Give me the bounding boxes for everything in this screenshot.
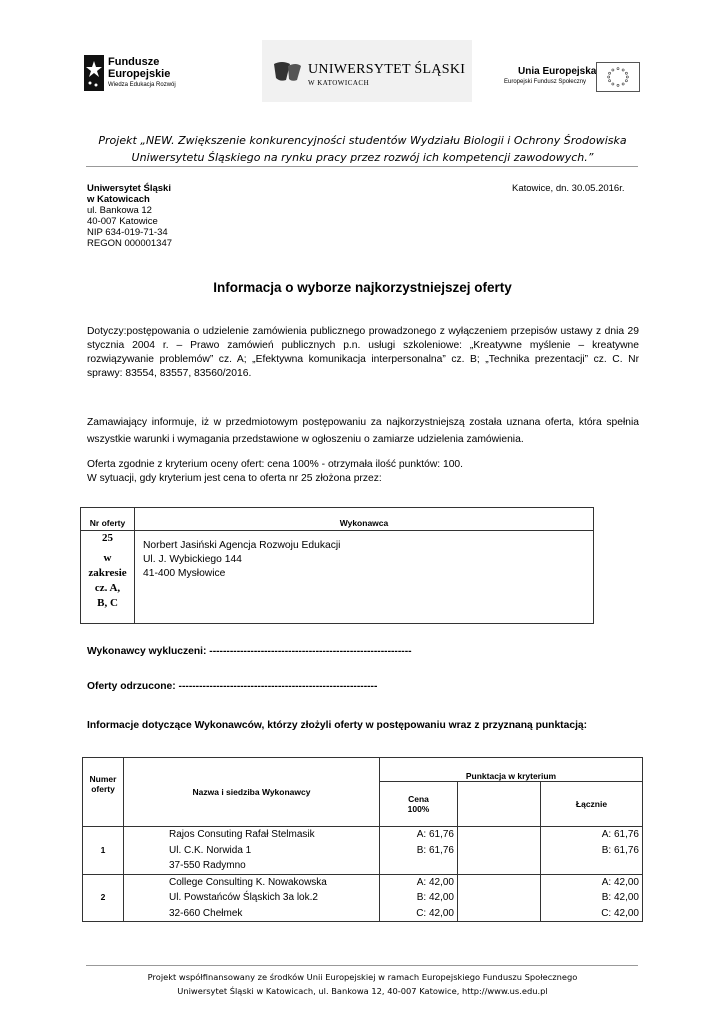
project-title (90, 132, 635, 166)
offers-col-nr-line1: Numer (89, 774, 117, 784)
nr-line: cz. A, (94, 582, 121, 594)
contractor-line: 41-400 Mysłowice (143, 568, 226, 579)
offer-name-line: Rajos Consuting Rafał Stelmasik (169, 829, 315, 840)
table-row (83, 827, 643, 875)
offers-col-name: Nazwa i siedziba Wykonawcy (124, 758, 380, 827)
nr-line: zakresie (88, 567, 127, 579)
offer-price (380, 874, 458, 922)
fundusze-europejskie-logo (84, 55, 204, 95)
offer-name-line: Ul. Powstańców Śląskich 3a lok.2 (169, 892, 318, 903)
footer (90, 970, 635, 998)
offers-heading: Informacje dotyczące Wykonawców, którzy złożyli oferty w postępowaniu wraz z przyznaną punktacją: (87, 720, 588, 731)
offers-col-total: Łącznie (541, 782, 643, 827)
project-title-line2: Uniwersytetu Śląskiego na rynku pracy przez rozwój ich kompetencji zawodowych.” (131, 151, 594, 164)
us-emblem-icon (272, 60, 302, 84)
offer-total (541, 827, 643, 875)
offers-col-empty (458, 782, 541, 827)
us-line1: UNIWERSYTET ŚLĄSKI (308, 62, 466, 77)
offer-price-line: A: 61,76 (416, 829, 454, 840)
document-title: Informacja o wyborze najkorzystniejszej oferty (213, 280, 512, 295)
offer-name-line: 37-550 Radymno (169, 860, 246, 871)
winner-contractor (135, 531, 594, 624)
sender-name2: w Katowicach (87, 194, 150, 205)
offers-col-points: Punktacja w kryterium (380, 758, 643, 782)
offer-empty (458, 874, 541, 922)
winner-col-wykonawca: Wykonawca (135, 508, 594, 531)
offers-col-price-line1: Cena (408, 794, 429, 804)
winner-col-nr: Nr oferty (81, 508, 135, 531)
offer-price-line: C: 42,00 (416, 907, 454, 919)
sender-city: 40-007 Katowice (87, 216, 158, 227)
uniwersytet-slaski-logo (262, 40, 472, 102)
offer-price (380, 827, 458, 875)
winner-table (80, 507, 594, 624)
info-paragraph: Zamawiający informuje, iż w przedmiotowym postępowaniu za najkorzystniejszą została uznana oferta, która spełnia wszystkie warunki i wymagania przedstawione w ogłoszeniu o zamiarze udzielenia zamówienia. (87, 417, 639, 445)
offer-total-line: A: 42,00 (601, 876, 639, 888)
offer-total-line: C: 42,00 (601, 907, 639, 919)
offer-total-line: A: 61,76 (601, 829, 639, 840)
criteria-line2: W sytuacji, gdy kryterium jest cena to oferta nr 25 złożona przez: (87, 473, 382, 484)
offer-total-line: B: 42,00 (601, 892, 639, 903)
header-divider (86, 166, 638, 167)
offer-name (124, 827, 380, 875)
footer-line2: Uniwersytet Śląski w Katowicach, ul. Bankowa 12, 40-007 Katowice, http://www.us.edu.pl (177, 986, 548, 996)
unia-europejska-logo (500, 60, 642, 96)
footer-line1: Projekt współfinansowany ze środków Unii Europejskiej w ramach Europejskiego Funduszu Społecznego (147, 972, 578, 982)
footer-divider (86, 965, 638, 966)
offer-price-line: B: 61,76 (416, 844, 454, 856)
project-title-line1: Projekt „NEW. Zwiększenie konkurencyjności studentów Wydziału Biologii i Ochrony Środowiska (98, 134, 627, 147)
offers-col-nr (83, 758, 124, 827)
nr-line: w (103, 552, 112, 564)
us-line2: W KATOWICACH (308, 79, 370, 87)
offer-name-line: College Consulting K. Nowakowska (169, 876, 327, 888)
offer-nr: 1 (83, 827, 124, 875)
offer-nr: 2 (83, 874, 124, 922)
nr-line: B, C (97, 597, 118, 609)
nr-line: 25 (102, 532, 113, 544)
offers-table (82, 757, 643, 922)
sender-regon: REGON 000001347 (87, 238, 173, 249)
offer-price-line: A: 42,00 (416, 876, 454, 888)
sender-nip: NIP 634-019-71-34 (87, 227, 168, 238)
criteria-line1: Oferta zgodnie z kryterium oceny ofert: cena 100% - otrzymała ilość punktów: 100. (87, 459, 464, 470)
contractor-line: Norbert Jasiński Agencja Rozwoju Edukacji (143, 540, 341, 551)
offer-price-line: B: 42,00 (416, 892, 454, 903)
table-row (83, 874, 643, 922)
subject-paragraph: Dotyczy:postępowania o udzielenie zamówienia publicznego prowadzonego z wyłączeniem przepisów ustawy z dnia 29 stycznia 2004 r. – Prawo zamówień publicznych p.n. usługi szkoleniowe: „Kreatywne myślenie – kreatywne rozwiązywanie problemów” cz. A; „Efektywna komunikacja interpersonalna” cz. B; „Technika prezentacji” cz. C. Nr sprawy: 83554, 83557, 83560/2016. (87, 326, 639, 379)
contractor-line: Ul. J. Wybickiego 144 (143, 554, 242, 565)
fe-line2: Europejskie (108, 68, 171, 80)
sender-name1: Uniwersytet Śląski (87, 183, 171, 194)
fe-star-icon (84, 55, 104, 91)
offer-total-line: B: 61,76 (601, 844, 639, 856)
winner-offer-number (81, 531, 135, 624)
sender-street: ul. Bankowa 12 (87, 205, 152, 216)
offers-col-price (380, 782, 458, 827)
offers-col-nr-line2: oferty (91, 784, 115, 794)
offers-col-price-line2: 100% (407, 804, 430, 814)
fe-line1: Fundusze (108, 56, 160, 68)
sender-address (87, 183, 172, 249)
offer-name-line: Ul. C.K. Norwida 1 (169, 844, 252, 856)
offer-empty (458, 827, 541, 875)
offer-total (541, 874, 643, 922)
offer-name-line: 32-660 Chełmek (169, 907, 243, 919)
fe-line3: Wiedza Edukacja Rozwój (108, 82, 176, 88)
ue-line2: Europejski Fundusz Społeczny (504, 79, 587, 85)
excluded-line: Wykonawcy wykluczeni: ----------------------------------------------------------- (87, 646, 412, 657)
offer-name (124, 874, 380, 922)
rejected-line: Oferty odrzucone: ---------------------------------------------------------- (87, 681, 378, 692)
eu-flag-icon (596, 62, 640, 92)
document-date: Katowice, dn. 30.05.2016r. (512, 183, 625, 194)
ue-line1: Unia Europejska (518, 66, 597, 77)
